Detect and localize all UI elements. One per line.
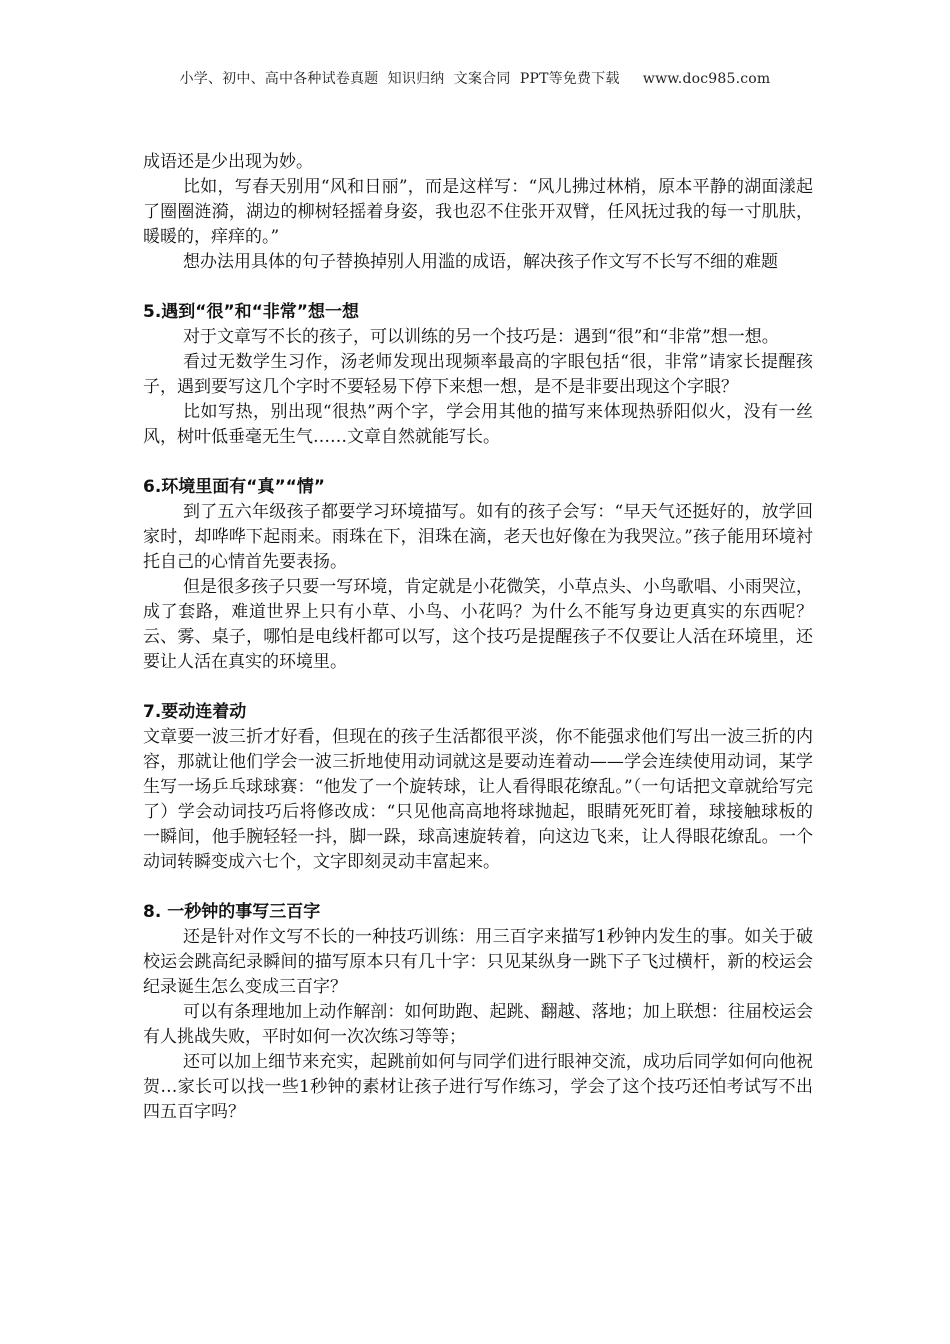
paragraph: 可以有条理地加上动作解剖：如何助跑、起跳、翻越、落地；加上联想：往届校运会有人挑战失败，平时如何一次次练习等等； <box>143 1002 813 1047</box>
section-gap <box>143 675 813 700</box>
paragraph: 看过无数学生习作，汤老师发现出现频率最高的字眼包括“很，非常”请家长提醒孩子，遇到要写这几个字时不要轻易下停下来想一想，是不是非要出现这个字眼？ <box>143 352 813 397</box>
section-gap <box>143 450 813 475</box>
section-heading: 7.要动连着动 <box>143 702 247 722</box>
section-gap <box>143 875 813 900</box>
paragraph: 还可以加上细节来充实，起跳前如何与同学们进行眼神交流，成功后同学如何向他祝贺…家长可以找一些1秒钟的素材让孩子进行写作练习，学会了这个技巧还怕考试写不出四五百字吗？ <box>143 1052 813 1122</box>
paragraph: 成语还是少出现为妙。 <box>143 152 313 172</box>
document-body <box>143 150 813 1125</box>
page-header: 小学、初中、高中各种试卷真题 知识归纳 文案合同 PPT等免费下载 www.doc985.com <box>179 71 771 87</box>
section-gap <box>143 275 813 300</box>
paragraph: 文章要一波三折才好看，但现在的孩子生活都很平淡，你不能强求他们写出一波三折的内容，那就让他们学会一波三折地使用动词就这是要动连着动——学会连续使用动词，某学生写一场乒乓球球赛：“他发了一个旋转球，让人看得眼花缭乱。”（一句话把文章就给写完了）学会动词技巧后将修改成：“只见他高高地将球抛起，眼睛死死盯着，球接触球板的一瞬间，他手腕轻轻一抖，脚一跺，球高速旋转着，向这边飞来，让人得眼花缭乱。一个动词转瞬变成六七个，文字即刻灵动丰富起来。 <box>143 727 813 872</box>
section-heading: 6.环境里面有“真”“情” <box>143 477 325 497</box>
paragraph: 比如，写春天别用“风和日丽”，而是这样写：“风儿拂过林梢，原本平静的湖面漾起了圈圈涟漪，湖边的柳树轻摇着身姿，我也忍不住张开双臂，任风抚过我的每一寸肌肤，暖暖的，痒痒的。” <box>143 177 813 247</box>
paragraph: 到了五六年级孩子都要学习环境描写。如有的孩子会写：“早天气还挺好的，放学回家时，却哗哗下起雨来。雨珠在下，泪珠在滴，老天也好像在为我哭泣。”孩子能用环境衬托自己的心情首先要表扬。 <box>143 502 813 572</box>
paragraph: 比如写热，别出现“很热”两个字，学会用其他的描写来体现热骄阳似火，没有一丝风，树叶低垂毫无生气……文章自然就能写长。 <box>143 402 813 447</box>
paragraph: 还是针对作文写不长的一种技巧训练：用三百字来描写1秒钟内发生的事。如关于破校运会跳高纪录瞬间的描写原本只有几十字：只见某纵身一跳下子飞过横杆，新的校运会纪录诞生怎么变成三百字？ <box>143 927 813 997</box>
paragraph: 但是很多孩子只要一写环境，肯定就是小花微笑，小草点头、小鸟歌唱、小雨哭泣，成了套路，难道世界上只有小草、小鸟、小花吗？为什么不能写身边更真实的东西呢？云、雾、桌子，哪怕是电线杆都可以写，这个技巧是提醒孩子不仅要让人活在环境里，还要让人活在真实的环境里。 <box>143 577 813 672</box>
section-heading: 5.遇到“很”和“非常”想一想 <box>143 302 359 322</box>
paragraph: 想办法用具体的句子替换掉别人用滥的成语，解决孩子作文写不长写不细的难题 <box>183 252 778 272</box>
paragraph: 对于文章写不长的孩子，可以训练的另一个技巧是：遇到“很”和“非常”想一想。 <box>183 327 779 347</box>
section-heading: 8. 一秒钟的事写三百字 <box>143 902 321 922</box>
